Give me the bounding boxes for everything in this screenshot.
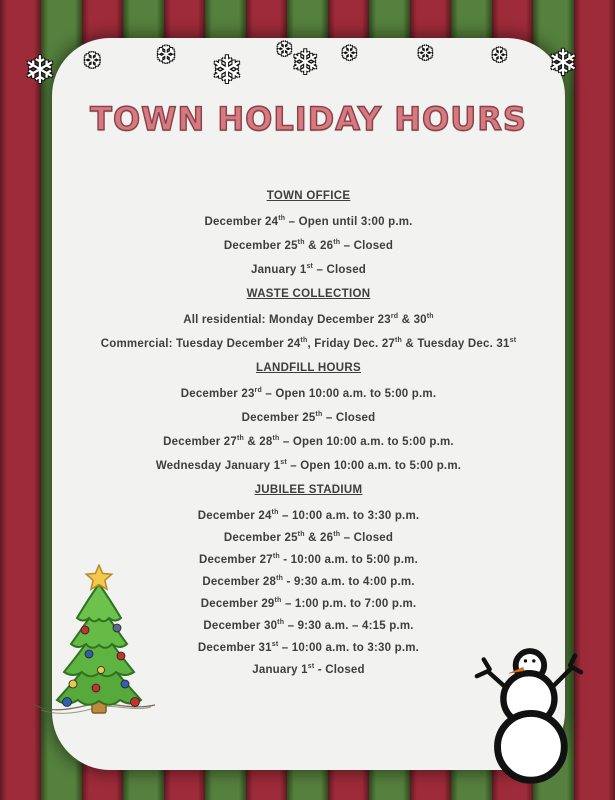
section-waste-collection xyxy=(72,288,545,351)
snowflake-icon: ❆ xyxy=(417,43,434,65)
section-heading: LANDFILL HOURS xyxy=(256,362,361,374)
schedule-line: December 23rd – Open 10:00 a.m. to 5:00 p.m. xyxy=(180,387,437,400)
page-title: TOWN HOLIDAY HOURS xyxy=(90,100,527,138)
schedule-line: December 25th & 26th – Closed xyxy=(223,239,394,252)
snowflake-icon: ❆ xyxy=(491,45,508,67)
schedule-line: January 1st – Closed xyxy=(250,263,367,276)
snowflake-icon: ❄ xyxy=(24,50,56,92)
tree-tier-1 xyxy=(77,584,121,621)
snowflake-icon: ❆ xyxy=(156,42,177,69)
schedule-line: Wednesday January 1st – Open 10:00 a.m. to 5:00 p.m. xyxy=(155,459,462,472)
schedule-line: December 28th - 9:30 a.m. to 4:00 p.m. xyxy=(202,575,415,588)
section-heading: WASTE COLLECTION xyxy=(246,288,371,300)
snowflake-icon: ❆ xyxy=(83,48,102,73)
schedule-line: December 24th – 10:00 a.m. to 3:30 p.m. xyxy=(197,509,420,522)
schedule-line: December 27th & 28th – Open 10:00 a.m. to 5:00 p.m. xyxy=(163,435,454,448)
snowflake-icon: ❄ xyxy=(211,50,243,92)
snowman-icon xyxy=(465,630,585,792)
schedule-line: December 31st – 10:00 a.m. to 3:30 p.m. xyxy=(197,641,420,654)
schedule-line: December 25th & 26th – Closed xyxy=(223,531,394,544)
schedule-line: December 27th - 10:00 a.m. to 5:00 p.m. xyxy=(199,553,418,566)
schedule-line: All residential: Monday December 23rd & 30th xyxy=(183,313,434,326)
snowflake-icon: ❆ xyxy=(341,43,358,65)
snowflake-icon: ❄ xyxy=(291,44,320,82)
schedule-line: Commercial: Tuesday December 24th, Friday Dec. 27th & Tuesday Dec. 31st xyxy=(100,337,517,350)
schedule-line: January 1st - Closed xyxy=(252,663,365,676)
schedule-line: December 30th – 9:30 a.m. – 4:15 p.m. xyxy=(203,619,414,632)
snowflake-icon: ❄ xyxy=(548,42,579,83)
snowflake-icon: ❆ xyxy=(276,39,293,61)
snowman-bottom xyxy=(498,713,565,780)
section-town-office xyxy=(72,190,545,277)
section-heading: TOWN OFFICE xyxy=(266,190,351,202)
schedule-line: December 25th – Closed xyxy=(241,411,376,424)
section-landfill-hours xyxy=(72,362,545,473)
section-heading: JUBILEE STADIUM xyxy=(254,484,363,496)
schedule-line: December 29th – 1:00 p.m. to 7:00 p.m. xyxy=(200,597,417,610)
christmas-tree-icon xyxy=(33,564,163,714)
schedule-line: December 24th – Open until 3:00 p.m. xyxy=(204,215,413,228)
